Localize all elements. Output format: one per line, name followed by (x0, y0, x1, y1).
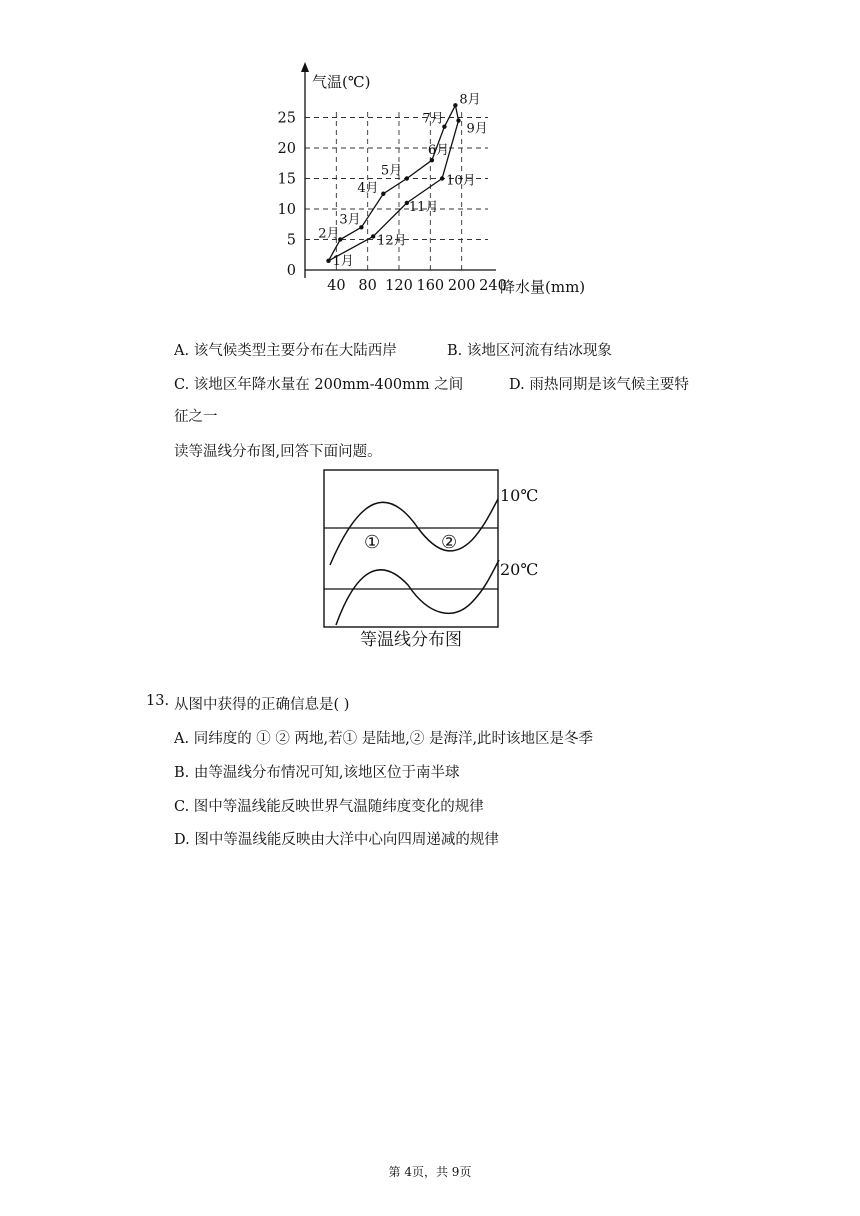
intro-text: 读等温线分布图,回答下面问题。 (174, 444, 382, 460)
isotherm-label-20c: 20℃ (500, 560, 539, 579)
month-label: 2月 (318, 226, 340, 242)
page-footer: 第 4页，共 9页 (388, 1165, 472, 1179)
month-label: 8月 (459, 92, 481, 108)
q12-option-d: D. 雨热同期是该气候主要特 (509, 377, 689, 393)
month-point (453, 103, 457, 107)
month-point (430, 158, 434, 162)
x-tick-label: 160 (416, 278, 445, 294)
month-point (440, 176, 444, 180)
isotherm-label-10c: 10℃ (500, 486, 539, 505)
q13-stem: 从图中获得的正确信息是( ) (174, 697, 350, 713)
q12-option-d-continued: 征之一 (174, 409, 218, 425)
map-caption: 等温线分布图 (360, 630, 462, 650)
month-point (405, 176, 409, 180)
month-label: 10月 (446, 173, 476, 189)
month-label: 11月 (408, 199, 439, 215)
month-label: 1月 (332, 253, 354, 269)
month-point (381, 192, 385, 196)
y-tick-label: 10 (277, 202, 296, 218)
q13-option-d: D. 图中等温线能反映由大洋中心向四周递减的规律 (174, 832, 499, 848)
month-label: 5月 (380, 163, 403, 179)
isotherm-20c-curve (336, 560, 499, 625)
month-label: 7月 (422, 111, 444, 127)
y-tick-label: 20 (277, 141, 296, 157)
q13-option-c: C. 图中等温线能反映世界气温随纬度变化的规律 (174, 799, 484, 815)
q12-option-b: B. 该地区河流有结冰现象 (447, 343, 612, 359)
month-point (371, 234, 375, 238)
isotherm-10c-curve (330, 499, 498, 565)
tick-labels (278, 111, 507, 295)
x-axis-label: 降水量(mm) (500, 278, 586, 296)
month-point (326, 259, 330, 263)
x-tick-label: 120 (385, 278, 413, 294)
y-tick-label: 25 (277, 110, 296, 127)
climate-chart (0, 0, 860, 320)
month-label: 12月 (377, 233, 407, 249)
q13-option-a: A. 同纬度的 ① ② 两地,若① 是陆地,② 是海洋,此时该地区是冬季 (174, 731, 594, 747)
point-2-label: ② (441, 532, 458, 553)
map-frame (324, 470, 498, 627)
y-axis-arrow (301, 62, 309, 72)
month-label: 9月 (466, 121, 488, 137)
y-tick-label: 0 (286, 263, 296, 279)
q12-option-c: C. 该地区年降水量在 200mm-400mm 之间 (174, 377, 464, 393)
q12-option-a: A. 该气候类型主要分布在大陆西岸 (174, 343, 397, 359)
month-label: 3月 (339, 212, 361, 228)
x-tick-label: 40 (327, 278, 346, 294)
y-axis-label: 气温(℃) (312, 73, 371, 91)
month-point (456, 118, 460, 122)
y-tick-label: 5 (286, 232, 296, 249)
isotherm-map (0, 455, 860, 660)
x-tick-label: 80 (358, 278, 377, 294)
x-tick-label: 240 (479, 278, 507, 294)
x-tick-label: 200 (447, 278, 476, 294)
month-label: 4月 (357, 180, 379, 196)
month-label: 6月 (427, 143, 450, 159)
q13-option-b: B. 由等温线分布情况可知,该地区位于南半球 (174, 765, 460, 781)
point-1-label: ① (364, 532, 381, 553)
q13-number: 13. (146, 693, 170, 709)
y-tick-label: 15 (277, 171, 296, 188)
